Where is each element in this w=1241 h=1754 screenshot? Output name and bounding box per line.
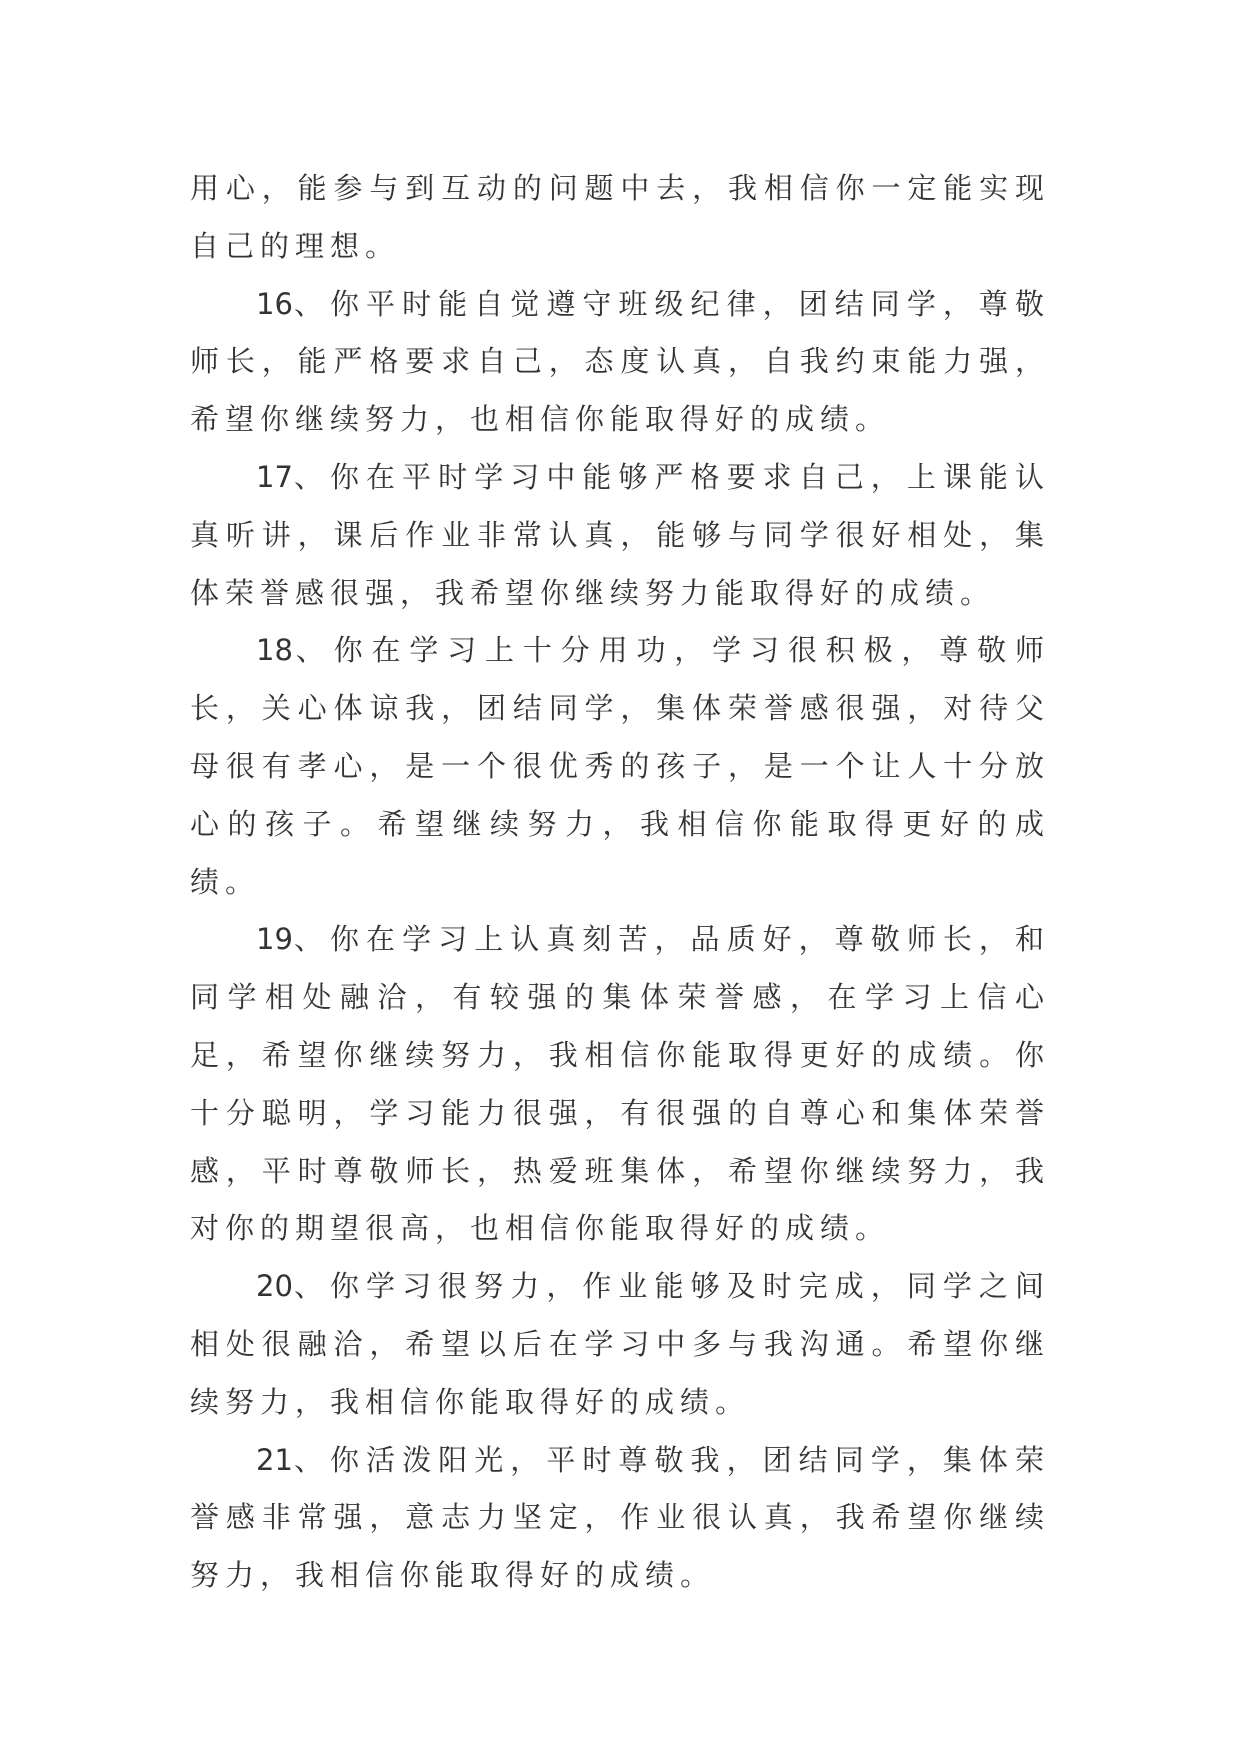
paragraph-text: 、你活泼阳光，平时尊敬我，团结同学，集体荣誉感非常强，意志力坚定，作业很认真，我希望你继续努力，我相信你能取得好的成绩。 [190,1442,1050,1593]
paragraph-text: 、你学习很努力，作业能够及时完成，同学之间相处很融洽，希望以后在学习中多与我沟通。希望你继续努力，我相信你能取得好的成绩。 [190,1269,1050,1419]
item-number: 18 [256,633,293,668]
item-number: 19 [256,922,293,957]
item-number: 16 [256,286,293,321]
paragraph-text: 、你在学习上认真刻苦，品质好，尊敬师长，和同学相处融洽，有较强的集体荣誉感，在学习上信心足，希望你继续努力，我相信你能取得更好的成绩。你十分聪明，学习能力很强，有很强的自尊心和集体荣誉感，平时尊敬师长，热爱班集体，希望你继续努力，我对你的期望很高，也相信你能取得好的成绩。 [190,922,1050,1246]
item-number: 20 [256,1269,293,1304]
paragraph-item-20 [190,1258,1050,1431]
document-body [190,160,1050,1605]
item-number: 21 [256,1442,293,1477]
paragraph-item-18 [190,622,1050,911]
paragraph-text: 、你平时能自觉遵守班级纪律，团结同学，尊敬师长，能严格要求自己，态度认真，自我约束能力强，希望你继续努力，也相信你能取得好的成绩。 [190,286,1050,437]
paragraph-continuation [190,160,1050,276]
paragraph-item-19 [190,911,1050,1258]
paragraph-item-21 [190,1432,1050,1605]
paragraph-text: 、你在学习上十分用功，学习很积极，尊敬师长，关心体谅我，团结同学，集体荣誉感很强，对待父母很有孝心，是一个很优秀的孩子，是一个让人十分放心的孩子。希望继续努力，我相信你能取得更好的成绩。 [190,633,1050,899]
paragraph-item-17 [190,449,1050,622]
paragraph-text: 、你在平时学习中能够严格要求自己，上课能认真听讲，课后作业非常认真，能够与同学很好相处，集体荣誉感很强，我希望你继续努力能取得好的成绩。 [190,459,1050,610]
paragraph-text: 用心，能参与到互动的问题中去，我相信你一定能实现自己的理想。 [190,171,1050,263]
item-number: 17 [256,459,293,494]
paragraph-item-16 [190,276,1050,449]
